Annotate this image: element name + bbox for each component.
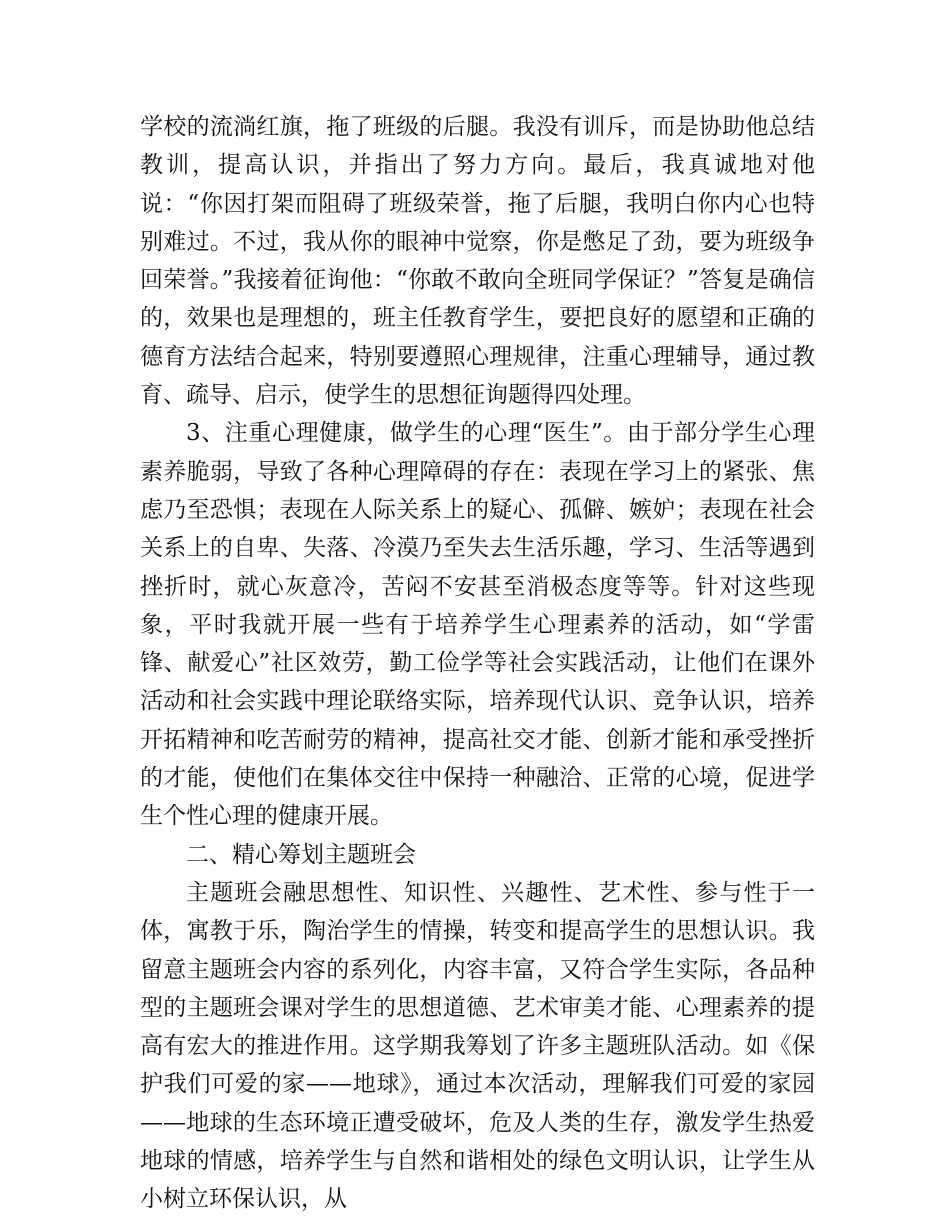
paragraph-2: 3、注重心理健康，做学生的心理“医生”。由于部分学生心理素养脆弱，导致了各种心理障碍的存在：表现在学习上的紧张、焦虑乃至恐惧；表现在人际关系上的疑心、孤僻、嫉妒；表现在社会关系上的自卑、失落、冷漠乃至失去生活乐趣，学习、生活等遇到挫折时，就心灰意冷，苦闷不安甚至消极态度等等。针对这些现象，平时我就开展一些有于培养学生心理素养的活动，如“学雷锋、献爱心”社区效劳，勤工俭学等社会实践活动，让他们在课外活动和社会实践中理论联络实际，培养现代认识、竞争认识，培养开拓精神和吃苦耐劳的精神，提高社交才能、创新才能和承受挫折的才能，使他们在集体交往中保持一种融洽、正常的心境，促进学生个性心理的健康开展。 — [140, 420, 815, 830]
paragraph-1: 学校的流淌红旗，拖了班级的后腿。我没有训斥，而是协助他总结教训，提高认识，并指出了努力方向。最后，我真诚地对他说：“你因打架而阻碍了班级荣誉，拖了后腿，我明白你内心也特别难过。不过，我从你的眼神中觉察，你是憋足了劲，要为班级争回荣誉。”我接着征询他：“你敢不敢向全班同学保证？”答复是确信的，效果也是理想的，班主任教育学生，要把良好的愿望和正确的德育方法结合起来，特别要遵照心理规律，注重心理辅导，通过教育、疏导、启示，使学生的思想征询题得四处理。 — [140, 114, 815, 409]
document-body — [140, 108, 815, 1219]
paragraph-3: 主题班会融思想性、知识性、兴趣性、艺术性、参与性于一体，寓教于乐，陶治学生的情操，转变和提高学生的思想认识。我留意主题班会内容的系列化，内容丰富，又符合学生实际，各品种型的主题班会课对学生的思想道德、艺术审美才能、心理素养的提高有宏大的推进作用。这学期我筹划了许多主题班队活动。如《保护我们可爱的家——地球》，通过本次活动，理解我们可爱的家园——地球的生态环境正遭受破坏，危及人类的生存，激发学生热爱地球的情感，培养学生与自然和谐相处的绿色文明认识，让学生从小树立环保认识，从 — [140, 879, 815, 1213]
section-heading: 二、精心筹划主题班会 — [186, 841, 416, 868]
